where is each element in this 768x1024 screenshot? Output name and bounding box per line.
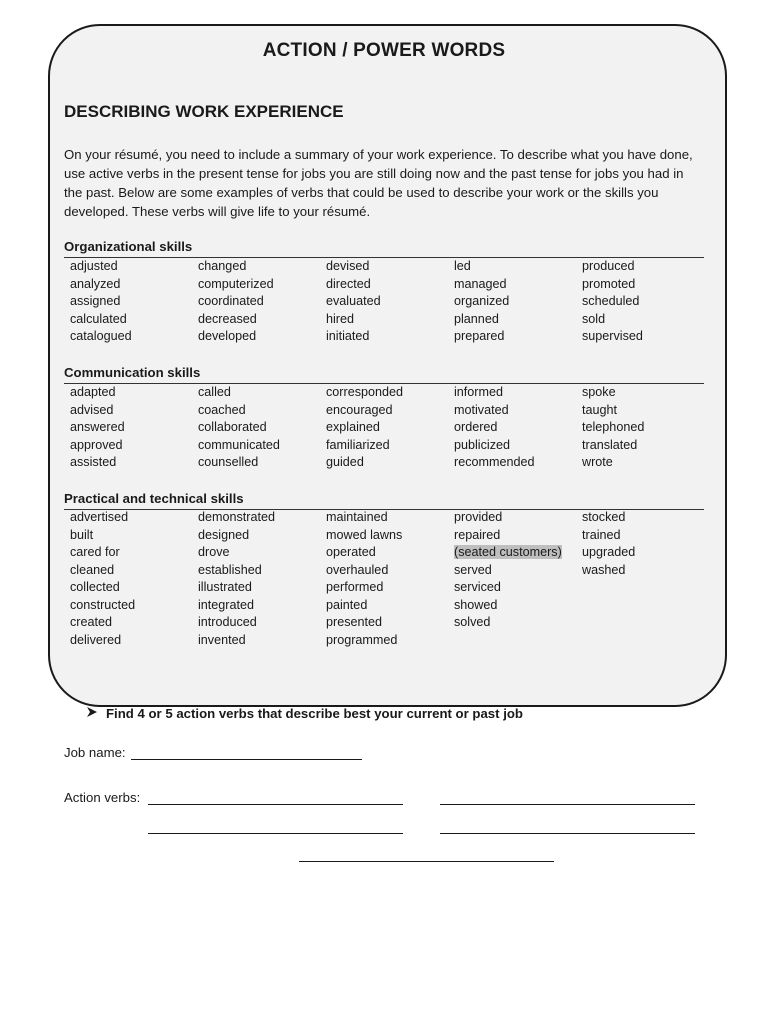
task-text: Find 4 or 5 action verbs that describe best your current or past job [106, 706, 523, 721]
action-word: solved [454, 615, 491, 629]
action-word: coordinated [198, 294, 264, 308]
action-word: advised [70, 402, 114, 417]
action-word: counselled [198, 455, 259, 469]
action-word: answered [70, 420, 125, 434]
action-word: serviced [454, 580, 501, 594]
action-word: analyzed [70, 276, 121, 291]
action-word: provided [454, 510, 503, 524]
action-word: evaluated [326, 294, 381, 308]
action-word: communicated [198, 437, 280, 452]
action-word: collected [70, 580, 120, 594]
action-word: showed [454, 597, 498, 612]
action-word: presented [326, 615, 383, 629]
action-verb-line-4[interactable] [440, 833, 695, 834]
action-word: operated [326, 545, 376, 559]
action-word: recommended [454, 455, 535, 469]
section-heading-communication: Communication skills [64, 365, 201, 380]
section-heading-practical: Practical and technical skills [64, 491, 244, 506]
action-word: calculated [70, 311, 127, 326]
action-word: approved [70, 437, 123, 452]
action-word: corresponded [326, 385, 404, 399]
action-word: explained [326, 420, 380, 434]
action-word: cared for [70, 545, 120, 559]
action-word: painted [326, 597, 368, 612]
action-word: programmed [326, 632, 398, 647]
action-word: ordered [454, 420, 498, 434]
action-word: adapted [70, 385, 116, 399]
action-word: repaired [454, 527, 501, 542]
highlighted-word: (seated customers) [454, 545, 562, 559]
action-word [454, 544, 562, 562]
action-word: prepared [454, 329, 505, 343]
arrow-bullet-icon [86, 706, 106, 721]
action-word: informed [454, 385, 503, 399]
section-heading-organizational: Organizational skills [64, 239, 193, 254]
word-column [70, 509, 135, 649]
action-word: delivered [70, 632, 122, 647]
action-word: drove [198, 545, 230, 559]
action-word: changed [198, 259, 247, 273]
task-instruction [86, 706, 523, 721]
action-word: established [198, 562, 262, 577]
action-word: constructed [70, 597, 136, 612]
action-word: upgraded [582, 545, 636, 559]
action-word: taught [582, 402, 618, 417]
word-column [454, 509, 562, 632]
action-word: collaborated [198, 420, 267, 434]
action-word: wrote [582, 455, 613, 469]
action-word: coached [198, 402, 246, 417]
word-column [326, 384, 403, 472]
action-word: scheduled [582, 294, 640, 308]
action-word: introduced [198, 615, 257, 629]
action-word: developed [198, 329, 257, 343]
action-word: designed [198, 527, 250, 542]
action-verb-line-3[interactable] [148, 833, 403, 834]
action-word: built [70, 527, 94, 542]
word-column [582, 384, 644, 472]
action-word: devised [326, 259, 370, 273]
action-word: familiarized [326, 437, 390, 452]
action-word: computerized [198, 276, 274, 291]
action-word: cleaned [70, 562, 115, 577]
action-word: supervised [582, 329, 643, 343]
word-column [326, 258, 381, 346]
word-column [198, 509, 275, 649]
action-word: called [198, 385, 231, 399]
word-column [454, 384, 535, 472]
action-word: demonstrated [198, 510, 276, 524]
action-word: hired [326, 311, 355, 326]
action-word: motivated [454, 402, 509, 417]
action-word: directed [326, 276, 371, 291]
action-word: integrated [198, 597, 255, 612]
action-verb-line-5[interactable] [299, 861, 554, 862]
action-word: mowed lawns [326, 527, 403, 542]
action-word: illustrated [198, 580, 252, 594]
action-word: organized [454, 294, 510, 308]
action-word: sold [582, 311, 606, 326]
action-word: assisted [70, 455, 117, 469]
action-verb-line-2[interactable] [440, 804, 695, 805]
action-word: produced [582, 259, 635, 273]
action-word: translated [582, 437, 638, 452]
job-name-label: Job name: [64, 745, 126, 760]
action-word: maintained [326, 510, 388, 524]
word-column [326, 509, 402, 649]
job-name-line[interactable] [131, 759, 362, 760]
word-column [70, 384, 125, 472]
action-word: catalogued [70, 329, 132, 343]
action-word: initiated [326, 329, 370, 343]
action-word: encouraged [326, 402, 393, 417]
action-word: advertised [70, 510, 129, 524]
word-column [198, 384, 280, 472]
word-column [582, 258, 643, 346]
page-title: ACTION / POWER WORDS [262, 40, 506, 61]
intro-paragraph: On your résumé, you need to include a summary of your work experience. To describe what you have done, use active verbs in the present tense for jobs you are still doing now and the past tense for jobs you had in the past. Below are some examples of verbs that could be used to describe your work or the skills you developed. These verbs will give life to your résumé. [64, 147, 693, 219]
action-verbs-label: Action verbs: [64, 790, 141, 805]
action-word: publicized [454, 437, 511, 452]
word-column [70, 258, 132, 346]
word-column [582, 509, 635, 579]
action-word: guided [326, 455, 364, 469]
action-word: stocked [582, 510, 626, 524]
action-word: created [70, 615, 113, 629]
action-word: washed [582, 562, 626, 577]
word-column [454, 258, 509, 346]
action-word: promoted [582, 276, 636, 291]
word-column [198, 258, 274, 346]
action-word: overhauled [326, 562, 389, 577]
action-word: planned [454, 311, 499, 326]
action-word: performed [326, 580, 384, 594]
action-word: invented [198, 632, 246, 647]
action-word: led [454, 259, 471, 273]
action-word: telephoned [582, 420, 645, 434]
action-word: adjusted [70, 259, 118, 273]
action-word: served [454, 562, 492, 577]
action-word: assigned [70, 294, 121, 308]
section-subtitle: DESCRIBING WORK EXPERIENCE [64, 102, 344, 121]
action-word: trained [582, 527, 621, 542]
action-word: decreased [198, 311, 257, 326]
action-word: managed [454, 276, 507, 291]
action-verb-line-1[interactable] [148, 804, 403, 805]
action-word: spoke [582, 385, 616, 399]
